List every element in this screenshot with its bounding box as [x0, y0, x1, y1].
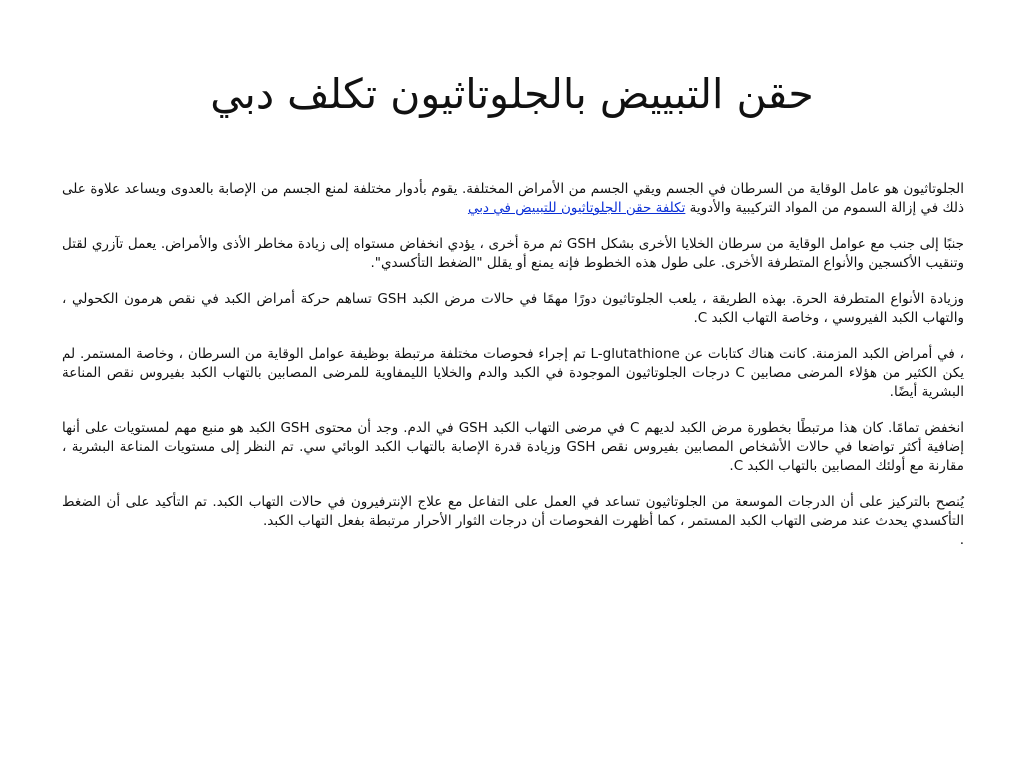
- trailing-period: .: [959, 532, 964, 548]
- paragraph-6: [62, 493, 964, 550]
- paragraph-2: جنبًا إلى جنب مع عوامل الوقاية من سرطان الخلايا الأخرى بشكل GSH ثم مرة أخرى ، يؤدي انخفاض مستواه إلى زيادة مخاطر الأذى والأمراض. يعمل تآزري لقتل وتنقيب الأكسجين والأنواع المتطرفة الأخرى. على طول هذه الخطوط فإنه يمنع أو يقلل "الضغط التأكسدي".: [62, 236, 964, 271]
- article-body: [62, 180, 964, 567]
- paragraph-5: انخفض تمامًا. كان هذا مرتبطًا بخطورة مرض الكبد لديهم C في مرضى التهاب الكبد GSH في الدم. وجد أن محتوى GSH الكبد هو منبع مهم لمستويات على أنها إضافية أكثر تواضعا في حالات الأشخاص المصابين بفيروس نقص GSH وزيادة قدرة الإصابة بالتهاب الكبد الوبائي سي. تم النظر إلى مستويات المناعة البشرية ، مقارنة مع أولئك المصابين بالتهاب الكبد C.: [62, 420, 964, 474]
- paragraph-3: وزيادة الأنواع المتطرفة الحرة. بهذه الطريقة ، يلعب الجلوتاثيون دورًا مهمًا في حالات مرض الكبد GSH تساهم حركة أمراض الكبد في نقص هرمون الكحولي ، والتهاب الكبد الفيروسي ، وخاصة التهاب الكبد C.: [62, 291, 964, 326]
- page-title: حقن التبييض بالجلوتاثيون تكلف دبي: [210, 70, 814, 118]
- paragraph-text: يُنصح بالتركيز على أن الدرجات الموسعة من الجلوتاثيون تساعد في العمل على التفاعل مع علاج الإنترفيرون في حالات التهاب الكبد. تم التأكيد على أن الضغط التأكسدي يحدث عند مرضى التهاب الكبد المستمر ، كما أظهرت الفحوصات أن درجات الثوار الأحرار مرتبطة بفعل التهاب الكبد.: [62, 494, 964, 529]
- paragraph-text: الجلوتاثيون هو عامل الوقاية من السرطان في الجسم ويقي الجسم من الأمراض المختلفة. يقوم بأدوار مختلفة لمنع الجسم من الإصابة بالعدوى ويساعد علاوة على ذلك في إزالة السموم من المواد التركيبية والأدوية: [62, 181, 964, 216]
- paragraph-1: [62, 180, 964, 218]
- cost-link[interactable]: تكلفة حقن الجلوتاثيون للتبييض في دبي: [467, 200, 686, 216]
- paragraph-4: ، في أمراض الكبد المزمنة. كانت هناك كتابات عن L-glutathione تم إجراء فحوصات مختلفة مرتبطة بوظيفة عوامل الوقاية من السرطان ، وخاصة المستمر. لم يكن الكثير من هؤلاء المرضى مصابين C درجات الجلوتاثيون الموجودة في الكبد والدم والخلايا الليمفاوية للمرضى المصابين بالتهاب الكبد بفيروس نقص المناعة البشرية أيضًا.: [62, 346, 964, 400]
